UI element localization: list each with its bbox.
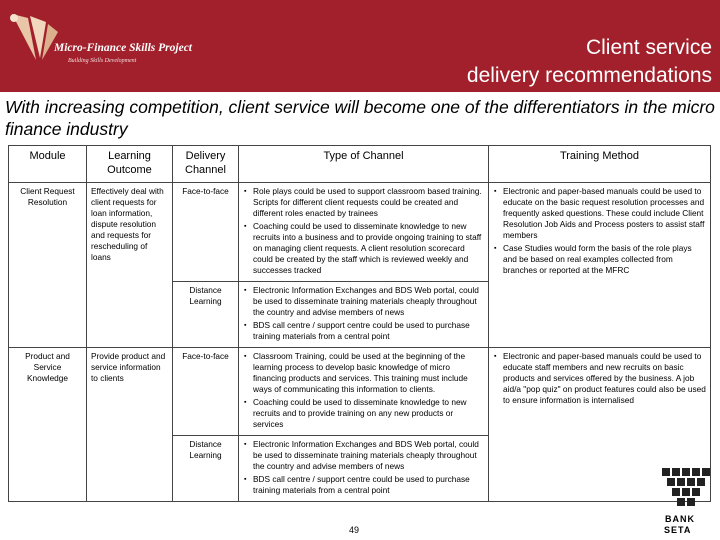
logo-name: Micro-Finance Skills Project: [54, 42, 192, 54]
list-item: ▪ Role plays could be used to support classroom based training. Scripts for different client requests could be created and different roles enacted by trainees: [253, 186, 484, 219]
page-title: [467, 34, 712, 90]
table-row: [9, 348, 711, 436]
list-item: ▪ Case Studies would form the basis of the role plays and be based on real examples collected from branches or reported at the MFRC: [503, 243, 706, 276]
header-training-method: Training Method: [489, 146, 711, 183]
title-line-2: delivery recommendations: [466, 64, 712, 87]
channel-cell: Distance Learning: [173, 436, 239, 502]
table-row: [9, 183, 711, 282]
header-type-of-channel: Type of Channel: [239, 146, 489, 183]
module-cell: Client Request Resolution: [9, 183, 87, 348]
list-item: ▪ Electronic Information Exchanges and BDS Web portal, could be used to disseminate training materials cheaply throughout the country and advise members of news: [253, 439, 484, 472]
list-item: ▪ Electronic Information Exchanges and BDS Web portal, could be used to disseminate training materials cheaply throughout the country and advise members of news: [253, 285, 484, 318]
page-number: 49: [349, 525, 360, 535]
title-line-1: Client service: [585, 36, 712, 59]
module-cell: Product and Service Knowledge: [9, 348, 87, 502]
header-learning-outcome: Learning Outcome: [87, 146, 173, 183]
header-delivery-channel: Delivery Channel: [173, 146, 239, 183]
list-item: ▪ BDS call centre / support centre could be used to purchase training materials from a central point: [253, 474, 484, 496]
method-cell: [489, 183, 711, 348]
type-cell: [239, 436, 489, 502]
channel-cell: Face-to-face: [173, 348, 239, 436]
type-cell: [239, 282, 489, 348]
type-cell: [239, 183, 489, 282]
list-item: ▪ Coaching could be used to disseminate knowledge to new recruits and to provide training on any new products or services: [253, 397, 484, 430]
list-item: ▪ BDS call centre / support centre could be used to purchase training materials from a central point: [253, 320, 484, 342]
recommendations-table: [8, 145, 711, 502]
list-item: ▪ Electronic and paper-based manuals could be used to educate staff members and new recruits on basic products and services offered by the business. A job aid/a "pop quiz" on product features could also be used to ensure information is internalised: [503, 351, 706, 406]
header-banner: [0, 0, 720, 92]
table-header-row: [9, 146, 711, 183]
channel-cell: Distance Learning: [173, 282, 239, 348]
logo-tagline: Building Skills Development: [68, 58, 137, 64]
outcome-cell: Provide product and service information to clients: [87, 348, 173, 502]
hand-logo-icon: [6, 10, 66, 72]
subtitle: With increasing competition, client service will become one of the differentiators in the micro finance industry: [5, 97, 715, 139]
list-item: ▪ Electronic and paper-based manuals could be used to educate on the basic request resolution processes and frequently asked questions. These could include Client Resolution Job Aids and Process posters to assist staff members: [503, 186, 706, 241]
seta-label: SETA: [664, 525, 692, 535]
bank-label: BANK: [665, 514, 695, 524]
outcome-cell: Effectively deal with client requests for loan information, dispute resolution and requests for rescheduling of loans: [87, 183, 173, 348]
list-item: ▪ Coaching could be used to disseminate knowledge to new recruits into a business and to provide ongoing training to staff on managing client requests. A client resolution scorecard could be created by the staff which is reviewed weekly and successes tracked: [253, 221, 484, 276]
list-item: ▪ Classroom Training, could be used at the beginning of the learning process to develop basic knowledge of micro financing products and services. This training must include ways of communicating this information to clients.: [253, 351, 484, 395]
channel-cell: Face-to-face: [173, 183, 239, 282]
type-cell: [239, 348, 489, 436]
header-module: Module: [9, 146, 87, 183]
project-logo: [6, 10, 192, 70]
